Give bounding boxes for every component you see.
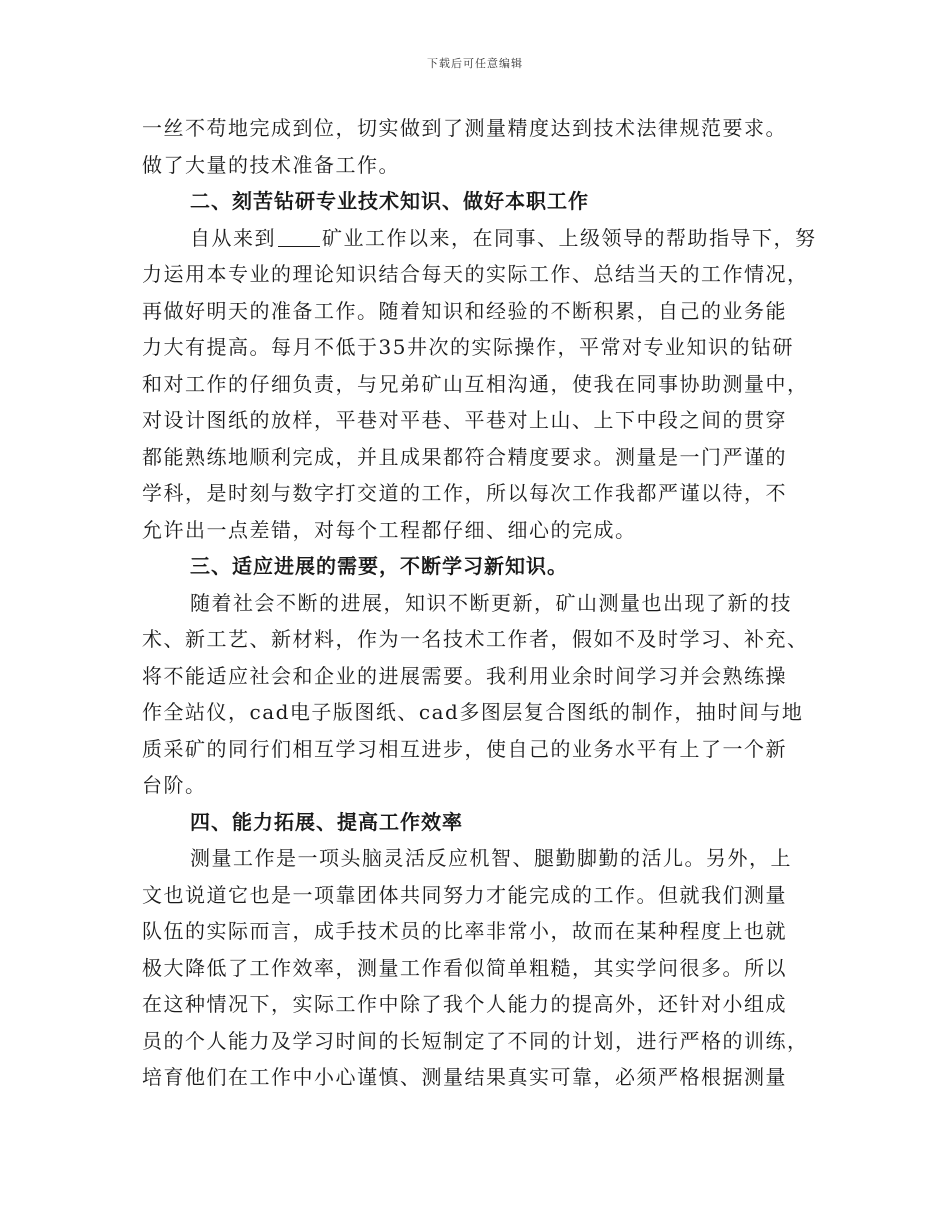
text-line: 做了大量的技术准备工作。 xyxy=(142,152,400,177)
text-fragment: 矿业工作以来，在同事、上级领导的帮助指导下，努 xyxy=(322,225,817,250)
text-line: 再做好明天的准备工作。随着知识和经验的不断积累，自己的业务能 xyxy=(142,298,787,323)
text-line: 将不能适应社会和企业的进展需要。我利用业余时间学习并会熟练操 xyxy=(142,663,787,688)
text-line: 质采矿的同行们相互学习相互进步，使自己的业务水平有上了一个新 xyxy=(142,736,787,761)
text-line: 培育他们在工作中小心谨慎、测量结果真实可靠，必须严格根据测量 xyxy=(142,1065,787,1089)
text-line: 允许出一点差错，对每个工程都仔细、细心的完成。 xyxy=(142,517,637,542)
page-header-note: 下载后可任意编辑 xyxy=(427,57,523,70)
text-line: 力大有提高。每月不低于35井次的实际操作，平常对专业知识的钻研 xyxy=(142,335,794,359)
text-line: 作全站仪，cad电子版图纸、cad多图层复合图纸的制作，抽时间与地 xyxy=(142,700,804,724)
text-line: 术、新工艺、新材料，作为一名技术工作者，假如不及时学习、补充、 xyxy=(142,627,809,651)
section-heading-3: 三、适应进展的需要，不断学习新知识。 xyxy=(190,554,568,578)
section-heading-2: 二、刻苦钻研专业技术知识、做好本职工作 xyxy=(190,189,589,213)
text-line: 对设计图纸的放样，平巷对平巷、平巷对上山、上下中段之间的贯穿 xyxy=(142,408,787,432)
paragraph-first-line xyxy=(142,220,817,257)
text-line: 都能熟练地顺利完成，并且成果都符合精度要求。测量是一门严谨的 xyxy=(142,444,787,469)
text-line: 员的个人能力及学习时间的长短制定了不同的计划，进行严格的训练， xyxy=(142,1028,809,1053)
text-line: 在这种情况下，实际工作中除了我个人能力的提高外，还针对小组成 xyxy=(142,992,787,1016)
paragraph-first-line: 随着社会不断的进展，知识不断更新，矿山测量也出现了新的技 xyxy=(190,590,792,615)
paragraph-first-line: 测量工作是一项头脑灵活反应机智、腿勤脚勤的活儿。另外，上 xyxy=(190,846,792,870)
text-fragment: 自从来到 xyxy=(190,225,276,250)
text-line: 一丝不苟地完成到位，切实做到了测量精度达到技术法律规范要求。 xyxy=(142,116,787,140)
text-line: 极大降低了工作效率，测量工作看似简单粗糙，其实学问很多。所以 xyxy=(142,955,787,980)
text-line: 文也说道它也是一项靠团体共同努力才能完成的工作。但就我们测量 xyxy=(142,882,787,907)
text-line: 和对工作的仔细负责，与兄弟矿山互相沟通，使我在同事协助测量中， xyxy=(142,371,809,396)
fill-in-blank xyxy=(278,224,320,247)
text-line: 台阶。 xyxy=(142,773,207,797)
text-line: 队伍的实际而言，成手技术员的比率非常小，故而在某种程度上也就 xyxy=(142,919,787,943)
document-body xyxy=(142,110,817,1096)
section-heading-4: 四、能力拓展、提高工作效率 xyxy=(190,809,463,834)
text-line: 力运用本专业的理论知识结合每天的实际工作、总结当天的工作情况， xyxy=(142,262,809,286)
text-line: 学科，是时刻与数字打交道的工作，所以每次工作我都严谨以待，不 xyxy=(142,481,787,505)
